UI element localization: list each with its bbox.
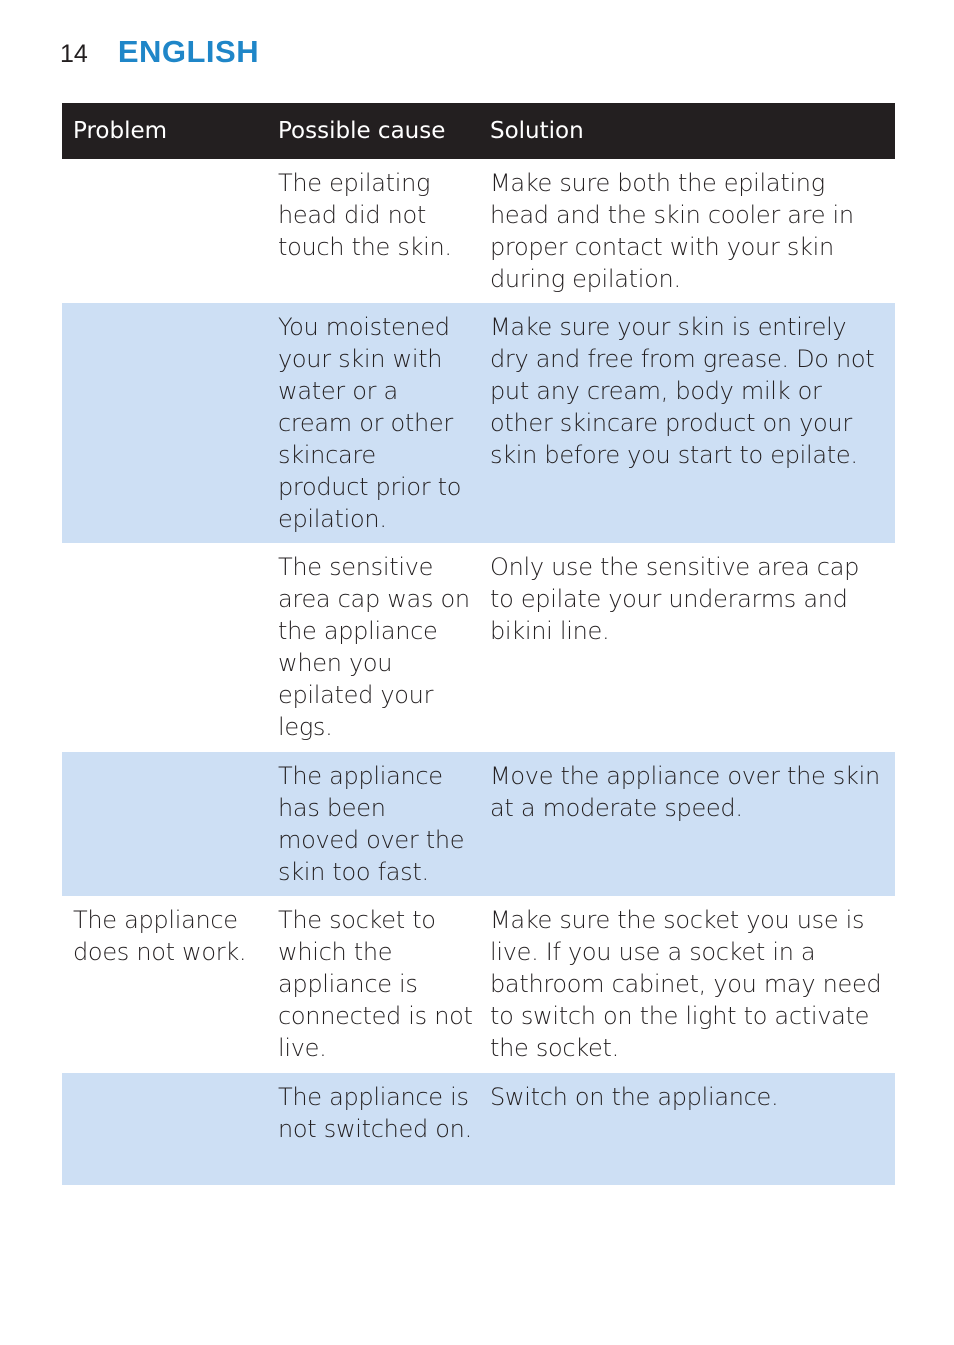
cell-solution: Make sure the socket you use is live. If you use a socket in a bathroom cabinet, you may need to switch on the light to activate the socket. [490,906,882,1062]
cell-cause: The appliance has been moved over the skin too fast. [267,752,479,896]
cell-solution: Move the appliance over the skin at a moderate speed. [479,752,895,896]
cell-cause: The socket to which the appliance is connected is not live. [278,906,473,1062]
page-header [60,34,259,74]
cell-cause: The appliance is not switched on. [267,1073,479,1185]
table-row [62,159,895,303]
cell-cause: The epilating head did not touch the skin. [278,169,452,261]
troubleshooting-table [62,103,895,1185]
cell-solution: Make sure your skin is entirely dry and free from grease. Do not put any cream, body milk or other skincare product on your skin before you start to epilate. [479,303,895,543]
cell-solution: Switch on the appliance. [479,1073,895,1185]
cell-problem [62,1073,267,1185]
cell-solution: Make sure both the epilating head and the skin cooler are in proper contact with your skin during epilation. [490,169,854,293]
cell-problem [62,303,267,543]
table-row [62,896,895,1073]
page-language-title: ENGLISH [117,34,260,69]
column-header-problem: Problem [62,103,267,159]
cell-problem [62,543,267,752]
table-row [62,303,895,543]
column-header-solution: Solution [479,103,895,159]
table-row [62,1073,895,1185]
table-row [62,752,895,896]
page-number: 14 [60,40,88,68]
cell-cause: The sensitive area cap was on the appliance when you epilated your legs. [278,553,470,741]
cell-solution: Only use the sensitive area cap to epilate your underarms and bikini line. [490,553,860,645]
cell-problem [62,159,267,303]
table-header-row [62,103,895,159]
cell-cause: You moistened your skin with water or a cream or other skincare product prior to epilation. [267,303,479,543]
cell-problem [62,752,267,896]
table-row [62,543,895,752]
cell-problem: The appliance does not work. [73,906,247,966]
column-header-cause: Possible cause [267,103,479,159]
